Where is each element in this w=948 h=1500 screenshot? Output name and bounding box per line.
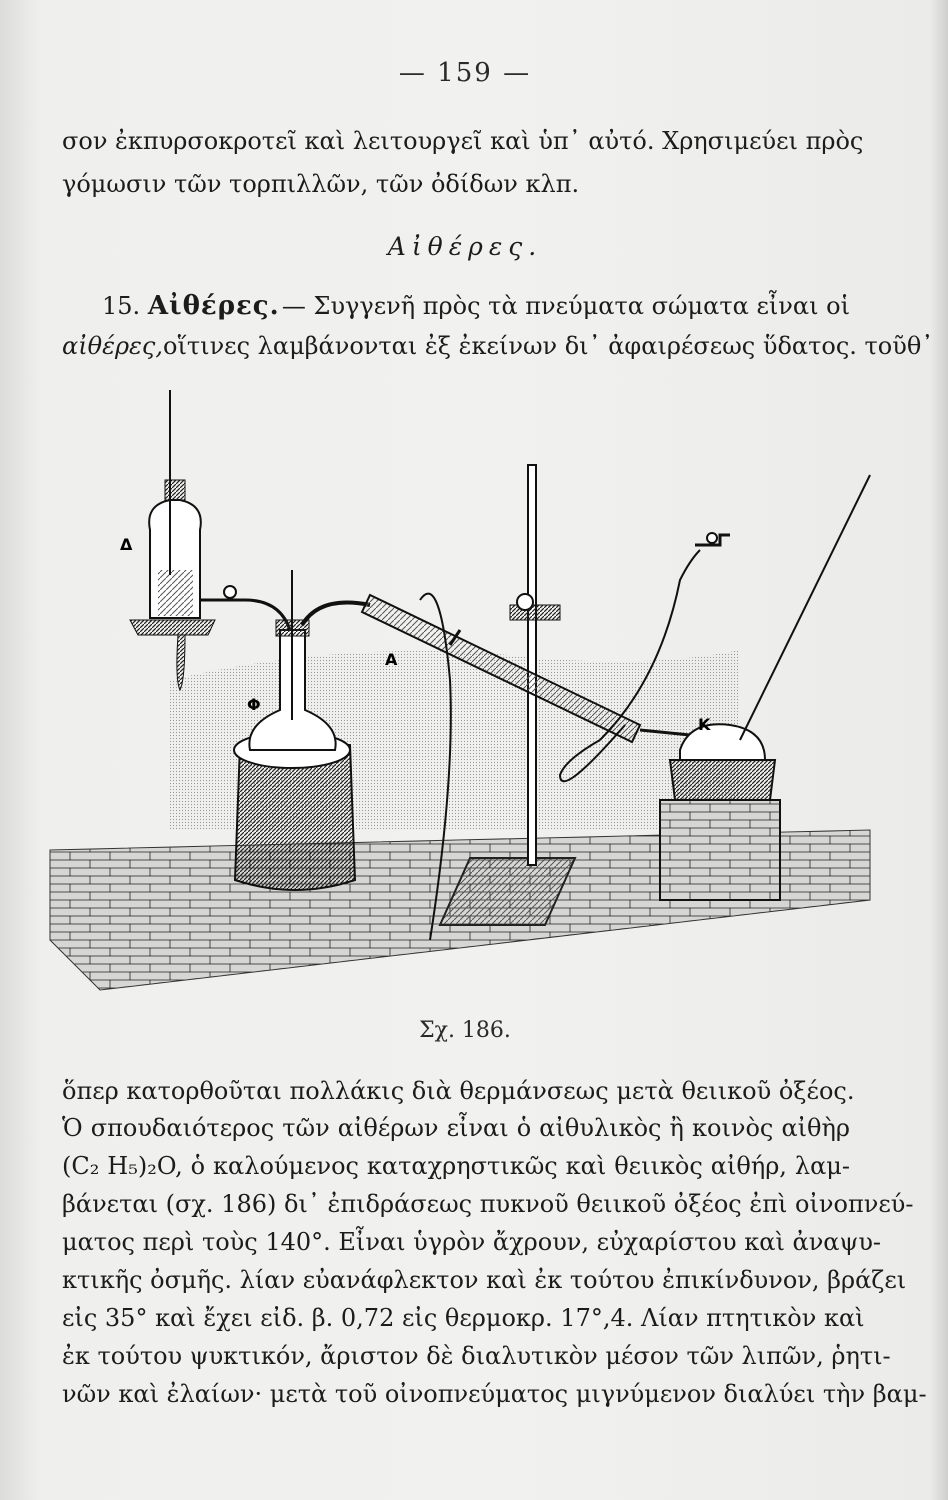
- funnel-stopper: [165, 480, 185, 500]
- text-line: ματος περὶ τοὺς 140°. Εἶναι ὑγρὸν ἄχρουν, εὐχαρίστου καὶ ἀναψυ-: [62, 1228, 882, 1256]
- page-number: — 159 —: [398, 58, 532, 88]
- section-text: — Συγγενῆ πρὸς τὰ πνεύματα σώματα εἶναι οἱ: [281, 292, 850, 320]
- section-text: οἵτινες λαμβάνονται ἐξ ἐκείνων δι᾿ ἀφαιρέσεως ὕδατος. τοῦθ᾿: [163, 332, 934, 360]
- text-line: σον ἐκπυρσοκροτεῖ καὶ λειτουργεῖ καὶ ὑπ᾿ αὐτό. Χρησιμεύει πρὸς: [62, 127, 864, 155]
- brick-stack: [660, 800, 780, 900]
- section-first-line: [62, 290, 850, 322]
- cooling-bath: [670, 760, 775, 800]
- clamp-screw-icon: [517, 594, 533, 610]
- vapor-tube: [302, 603, 370, 626]
- label-alpha: Α: [385, 650, 398, 669]
- text-line: ἐκ τούτου ψυκτικόν, ἄριστον δὲ διαλυτικὸν μέσον τῶν λιπῶν, ῥητι-: [62, 1342, 891, 1370]
- apparatus-engraving: [40, 380, 890, 1000]
- text-line: (C₂ H₅)₂O, ὁ καλούμενος καταχρηστικῶς καὶ θειικὸς αἰθήρ, λαμ-: [62, 1152, 850, 1180]
- section-second-line: [62, 330, 934, 362]
- stand-rod: [528, 465, 536, 865]
- text-line: ὅπερ κατορθοῦται πολλάκις διὰ θερμάνσεως μετὰ θειικοῦ ὀξέος.: [62, 1077, 855, 1105]
- text-line: νῶν καὶ ἐλαίων· μετὰ τοῦ οἰνοπνεύματος μιγνύμενον διαλύει τὴν βαμ-: [62, 1380, 927, 1408]
- section-number: 15.: [102, 292, 141, 320]
- text-line: κτικῆς ὀσμῆς. λίαν εὐανάφλεκτον καὶ ἐκ τούτου ἐπικίνδυνον, βράζει: [62, 1266, 907, 1294]
- text-line: εἰς 35° καὶ ἔχει εἰδ. β. 0,72 εἰς θερμοκρ. 17°,4. Λίαν πτητικὸν καὶ: [62, 1304, 865, 1332]
- text-line: Ὁ σπουδαιότερος τῶν αἰθέρων εἶναι ὁ αἰθυλικὸς ἢ κοινὸς αἰθὴρ: [62, 1114, 850, 1142]
- stopcock-icon: [224, 586, 236, 598]
- figure-caption: Σχ. 186.: [419, 1018, 511, 1043]
- label-kappa: Κ: [698, 715, 711, 734]
- funnel-liquid: [158, 570, 193, 616]
- stand-clamp: [510, 605, 560, 620]
- figure-ether-apparatus: [40, 380, 890, 1000]
- receiver-vent-tube: [740, 475, 870, 740]
- funnel-shelf: [130, 620, 215, 635]
- text-line: βάνεται (σχ. 186) δι᾿ ἐπιδράσεως πυκνοῦ θειικοῦ ὀξέος ἐπὶ οἰνοπνεύ-: [62, 1190, 914, 1218]
- section-heading: Αἰθέρες.: [387, 232, 543, 261]
- label-phi: Φ: [247, 695, 261, 714]
- italic-term: αἰθέρες,: [62, 332, 164, 360]
- label-delta: Δ: [120, 535, 133, 554]
- section-keyword: Αἰθέρες.: [147, 291, 280, 321]
- text-line: γόμωσιν τῶν τορπιλλῶν, τῶν ὀδίδων κλπ.: [62, 170, 580, 198]
